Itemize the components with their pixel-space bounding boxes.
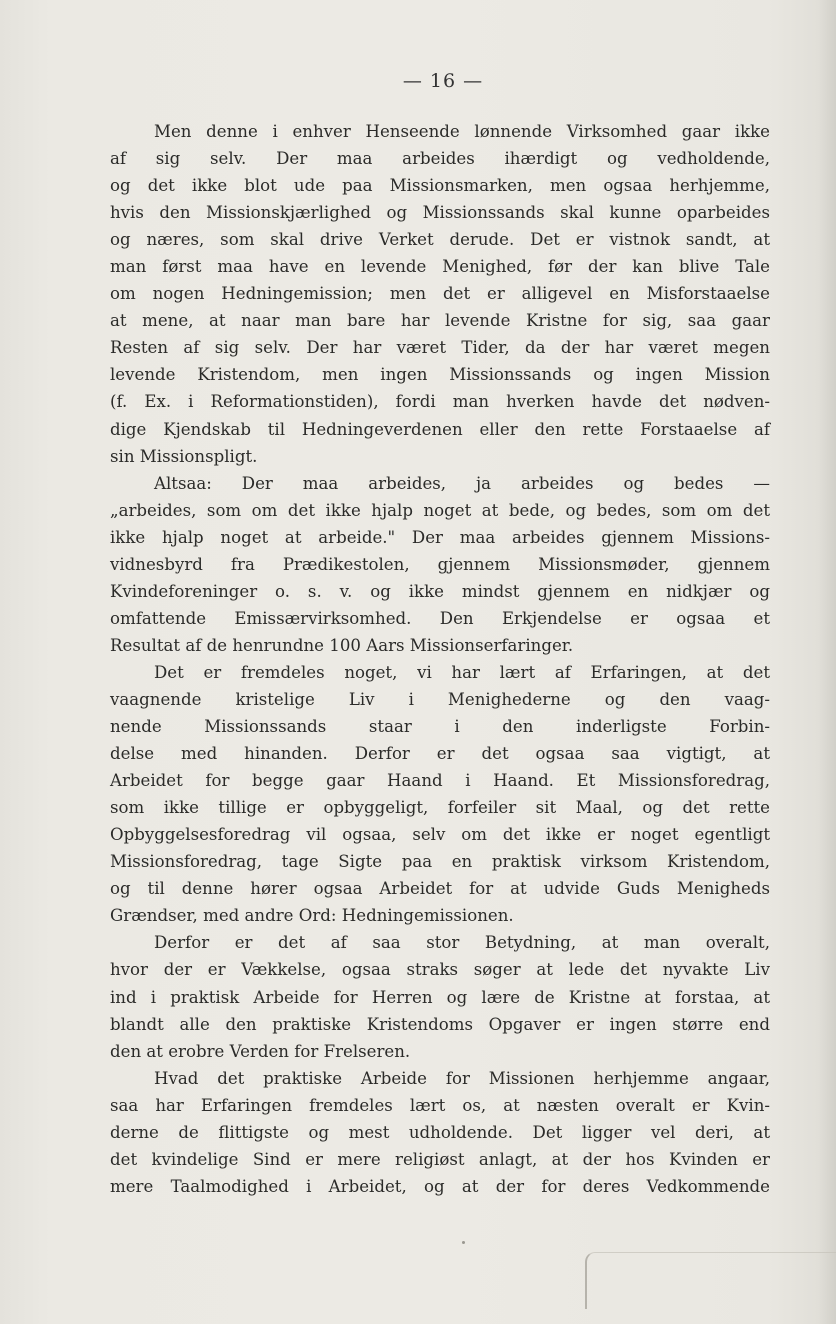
- text-line: og næres, som skal drive Verket derude. Det er vistnok sandt, at: [110, 230, 770, 250]
- text-line: delse med hinanden. Derfor er det ogsaa saa vigtigt, at: [110, 744, 770, 764]
- text-line: man først maa have en levende Menighed, før der kan blive Tale: [110, 257, 770, 277]
- text-line: ind i praktisk Arbeide for Herren og lære de Kristne at forstaa, at: [110, 987, 770, 1007]
- body-text: [110, 118, 770, 1200]
- text-line: Arbeidet for begge gaar Haand i Haand. Et Missionsforedrag,: [110, 771, 770, 791]
- text-line: Resten af sig selv. Der har været Tider, da der har været megen: [110, 338, 770, 358]
- text-line: nende Missionssands staar i den inderligste Forbin-: [110, 717, 770, 737]
- text-line: det kvindelige Sind er mere religiøst anlagt, at der hos Kvinden er: [110, 1149, 770, 1169]
- text-line: saa har Erfaringen fremdeles lært os, at næsten overalt er Kvin-: [110, 1095, 770, 1115]
- text-line: om nogen Hedningemission; men det er alligevel en Misforstaaelse: [110, 284, 770, 304]
- text-line: blandt alle den praktiske Kristendoms Opgaver er ingen større end: [110, 1014, 770, 1034]
- text-line: omfattende Emissærvirksomhed. Den Erkjendelse er ogsaa et: [110, 608, 770, 628]
- text-line: den at erobre Verden for Frelseren.: [110, 1041, 411, 1061]
- text-line: at mene, at naar man bare har levende Kristne for sig, saa gaar: [110, 311, 770, 331]
- text-line: Opbyggelsesforedrag vil ogsaa, selv om det ikke er noget egentligt: [110, 825, 770, 845]
- text-line: Grændser, med andre Ord: Hedningemissionen.: [110, 906, 514, 926]
- text-line: mere Taalmodighed i Arbeidet, og at der for deres Vedkommende: [110, 1176, 770, 1196]
- text-line: vaagnende kristelige Liv i Menighederne og den vaag-: [110, 689, 770, 709]
- text-line: hvis den Missionskjærlighed og Missionssands skal kunne oparbeides: [110, 203, 770, 223]
- text-line: ikke hjalp noget at arbeide." Der maa arbeides gjennem Missions-: [110, 527, 770, 547]
- text-line: og det ikke blot ude paa Missionsmarken, men ogsaa herhjemme,: [110, 176, 770, 196]
- page-number: — 16 —: [402, 70, 484, 92]
- paper-speck: [462, 1241, 465, 1244]
- text-line: derne de flittigste og mest udholdende. Det ligger vel deri, at: [110, 1122, 770, 1142]
- text-line: Det er fremdeles noget, vi har lært af Erfaringen, at det: [154, 662, 770, 682]
- text-line: og til denne hører ogsaa Arbeidet for at udvide Guds Menigheds: [110, 879, 770, 899]
- text-line: levende Kristendom, men ingen Missionssands og ingen Mission: [110, 365, 770, 385]
- page-edge-shadow: [818, 0, 836, 1324]
- text-line: Missionsforedrag, tage Sigte paa en praktisk virksom Kristendom,: [110, 852, 770, 872]
- text-line: dige Kjendskab til Hedningeverdenen eller den rette Forstaaelse af: [110, 419, 770, 439]
- text-line: Hvad det praktiske Arbeide for Missionen herhjemme angaar,: [154, 1068, 770, 1088]
- text-line: vidnesbyrd fra Prædikestolen, gjennem Missionsmøder, gjennem: [110, 554, 770, 574]
- text-line: af sig selv. Der maa arbeides ihærdigt og vedholdende,: [110, 149, 770, 169]
- text-line: Derfor er det af saa stor Betydning, at man overalt,: [154, 933, 770, 953]
- text-line: sin Missionspligt.: [110, 446, 258, 466]
- text-line: hvor der er Vækkelse, ogsaa straks søger at lede det nyvakte Liv: [110, 960, 770, 980]
- text-line: Altsaa: Der maa arbeides, ja arbeides og bedes —: [154, 473, 770, 493]
- text-line: „arbeides, som om det ikke hjalp noget at bede, og bedes, som om det: [110, 500, 770, 520]
- text-line: Men denne i enhver Henseende lønnende Virksomhed gaar ikke: [154, 122, 770, 141]
- text-line: Resultat af de henrundne 100 Aars Missionserfaringer.: [110, 635, 574, 655]
- text-line: Kvindeforeninger o. s. v. og ikke mindst gjennem en nidkjær og: [110, 581, 770, 601]
- text-line: som ikke tillige er opbyggeligt, forfeiler sit Maal, og det rette: [110, 798, 770, 818]
- page-corner-fold: [585, 1252, 836, 1309]
- text-line: (f. Ex. i Reformationstiden), fordi man hverken havde det nødven-: [110, 392, 770, 412]
